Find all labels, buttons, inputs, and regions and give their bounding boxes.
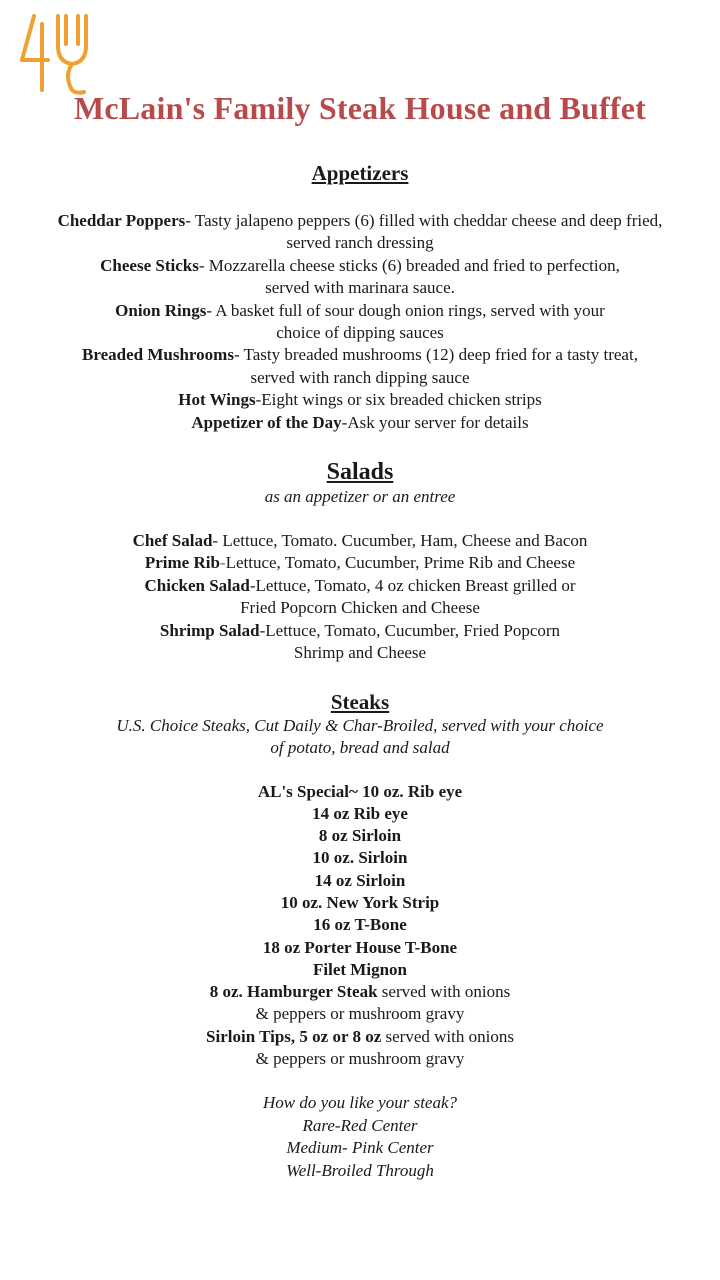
steak-item: 18 oz Porter House T-Bone <box>262 937 458 957</box>
steak-item: 14 oz Sirloin <box>314 870 406 890</box>
doneness-question: How do you like your steak? <box>262 1093 458 1113</box>
item-desc: served with onions <box>377 982 511 1002</box>
item-name: Cheddar Poppers <box>57 211 186 230</box>
menu-item <box>0 412 720 434</box>
item-name: Chef Salad <box>132 531 213 551</box>
item-desc: Lettuce, Tomato, Cucumber, Prime Rib and Cheese <box>225 553 576 573</box>
steaks-heading: Steaks <box>330 689 390 714</box>
restaurant-title: McLain's Family Steak House and Buffet <box>73 90 647 126</box>
item-desc: served with onions <box>381 1026 514 1046</box>
item-name: Breaded Mushrooms <box>82 345 234 365</box>
item-desc-line2: & peppers or mushroom gravy <box>255 1049 465 1069</box>
steak-item: 14 oz Rib eye <box>312 803 408 823</box>
steak-item <box>0 1026 720 1048</box>
steak-item: 8 oz Sirloin <box>318 826 402 846</box>
doneness-option: Well-Broiled Through <box>286 1160 434 1180</box>
fork-and-number-logo-icon <box>14 10 90 96</box>
steak-item: 16 oz T-Bone <box>313 915 407 935</box>
menu-item <box>0 344 720 366</box>
item-name: Onion Rings <box>115 300 207 320</box>
steaks-subtitle: U.S. Choice Steaks, Cut Daily & Char-Broiled, served with your choice <box>116 715 604 735</box>
item-desc: -Eight wings or six breaded chicken strips <box>255 390 542 410</box>
steak-item: Filet Mignon <box>313 959 407 979</box>
salads-subtitle: as an appetizer or an entree <box>264 487 456 507</box>
item-desc: - Tasty jalapeno peppers (6) filled with cheddar cheese and deep fried, <box>185 211 663 230</box>
item-desc-line2: choice of dipping sauces <box>276 323 444 343</box>
menu-item <box>0 389 720 411</box>
steaks-subtitle: of potato, bread and salad <box>270 737 450 757</box>
item-desc: - A basket full of sour dough onion rings, served with your <box>206 300 605 320</box>
item-name: Appetizer of the Day <box>191 412 342 432</box>
item-name: Prime Rib <box>144 553 220 573</box>
steak-item: 10 oz. New York Strip <box>280 892 440 912</box>
item-desc: - Lettuce, Tomato. Cucumber, Ham, Cheese and Bacon <box>212 531 588 551</box>
appetizers-heading: Appetizers <box>311 161 409 185</box>
steak-item: 10 oz. Sirloin <box>312 848 408 868</box>
item-name: 8 oz. Hamburger Steak <box>209 982 378 1002</box>
menu-item <box>0 210 720 232</box>
item-desc: - Tasty breaded mushrooms (12) deep fried for a tasty treat, <box>233 345 638 365</box>
item-desc-line2: served with ranch dipping sauce <box>250 367 470 387</box>
item-name: Hot Wings <box>178 390 256 410</box>
menu-item <box>0 620 720 642</box>
menu-item <box>0 300 720 322</box>
item-desc: -Ask your server for details <box>341 412 529 432</box>
item-desc-line2: Shrimp and Cheese <box>293 643 427 663</box>
item-desc-line2: Fried Popcorn Chicken and Cheese <box>240 598 480 618</box>
menu-item <box>0 255 720 277</box>
menu-item <box>0 575 720 597</box>
menu-item <box>0 530 720 552</box>
menu-content <box>0 160 720 1182</box>
item-desc-line2: served with marinara sauce. <box>265 278 455 298</box>
item-name: Sirloin Tips, 5 oz or 8 oz <box>206 1026 382 1046</box>
item-desc: -Lettuce, Tomato, 4 oz chicken Breast grilled or <box>249 575 576 595</box>
salads-heading: Salads <box>326 459 394 486</box>
item-desc: -Lettuce, Tomato, Cucumber, Fried Popcorn <box>259 620 561 640</box>
item-desc-line2: & peppers or mushroom gravy <box>255 1004 465 1024</box>
item-desc: - Mozzarella cheese sticks (6) breaded and fried to perfection, <box>198 255 620 275</box>
item-dash: - <box>219 553 226 573</box>
doneness-option: Rare-Red Center <box>302 1115 418 1135</box>
item-name: Chicken Salad <box>144 575 250 595</box>
item-name: Cheese Sticks <box>100 255 199 275</box>
menu-item <box>0 552 720 574</box>
item-name: Shrimp Salad <box>159 620 260 640</box>
steak-item: AL's Special~ 10 oz. Rib eye <box>257 781 463 801</box>
doneness-option: Medium- Pink Center <box>286 1138 434 1158</box>
steak-item <box>0 981 720 1003</box>
item-desc-line2: served ranch dressing <box>286 233 434 253</box>
